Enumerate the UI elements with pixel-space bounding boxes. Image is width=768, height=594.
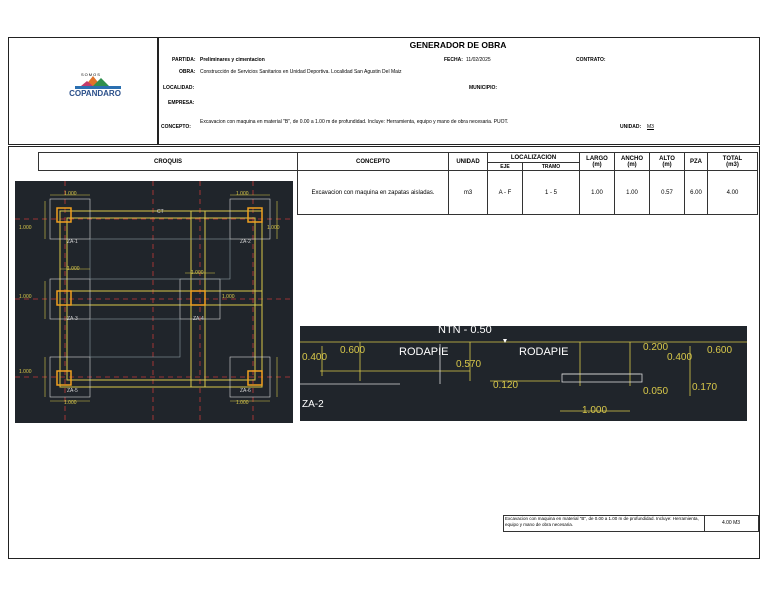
section-dim-1000: 1.000: [582, 405, 608, 416]
section-za2-label: ZA-2: [302, 399, 324, 410]
section-dim-0200: 0.200: [643, 342, 669, 353]
row-tramo: 1 - 5: [523, 171, 580, 215]
plan-dim-3: 1.000: [19, 225, 32, 231]
page-title: GENERADOR DE OBRA: [409, 40, 507, 50]
alto-unit: (m): [662, 161, 672, 168]
plan-dim-2: 1.000: [236, 191, 249, 197]
foundation-plan: [15, 181, 293, 423]
plan-dim-6: 1.000: [191, 270, 204, 276]
summary-divider: [704, 516, 705, 531]
section-rodapie-2: RODAPIE: [519, 346, 569, 358]
plan-dim-5: 1.000: [67, 266, 80, 272]
plan-dim-11: 1.000: [236, 400, 249, 406]
total-unit: (m3): [726, 161, 739, 168]
plan-za5: ZA-5: [67, 388, 78, 394]
logo-name: COPANDARO: [69, 89, 121, 98]
section-dim-0600b: 0.600: [707, 345, 733, 356]
logo: [55, 72, 135, 102]
summary-total: 4.00 M3: [721, 520, 741, 526]
section-dim-0400b: 0.400: [667, 352, 693, 363]
section-lines: [300, 326, 747, 421]
eje-header: EJE: [488, 163, 523, 171]
largo-unit: (m): [592, 161, 602, 168]
plan-za6: ZA-6: [240, 388, 251, 394]
plan-dim-8: 1.000: [222, 294, 235, 300]
total-label: TOTAL: [722, 155, 743, 162]
section-drawing: [300, 326, 747, 421]
plan-za2: ZA-2: [240, 239, 251, 245]
fecha-label: FECHA:: [444, 57, 463, 63]
largo-header: [580, 153, 615, 171]
plan-dim-9: 1.000: [19, 369, 32, 375]
row-unidad: m3: [449, 171, 488, 215]
concepto-value: Excavacion con maquina en material "B", de 0.00 a 1.00 m de profundidad. Incluye: Herramienta, equipo y mano de obra necesaria. PUOT.: [200, 119, 509, 125]
localidad-label: LOCALIDAD:: [163, 85, 195, 91]
plan-dim-7: 1.000: [19, 294, 32, 300]
section-dim-0570: 0.570: [456, 359, 482, 370]
obra-value: Construcción de Servicios Sanitarios en Unidad Deportiva. Localidad San Agustin Del Maiz: [200, 69, 402, 75]
plan-za3: ZA-3: [67, 316, 78, 322]
plan-dim-10: 1.000: [64, 400, 77, 406]
summary-box: [503, 515, 759, 532]
row-total: 4.00: [708, 171, 758, 215]
ancho-unit: (m): [627, 161, 637, 168]
fecha-value: 11/02/2025: [466, 57, 491, 63]
row-eje: A - F: [488, 171, 523, 215]
section-rodapie-1: RODAPIE: [399, 346, 449, 358]
section-ntn: NTN - 0.50: [438, 324, 492, 336]
localizacion-header: LOCALIZACION: [488, 153, 580, 163]
total-header: [708, 153, 758, 171]
foundation-plan-drawing: [15, 181, 293, 423]
alto-label: ALTO: [659, 155, 675, 162]
alto-header: [650, 153, 685, 171]
empresa-label: EMPRESA:: [168, 100, 195, 106]
unidad-header: UNIDAD: [449, 153, 488, 171]
row-largo: 1.00: [580, 171, 615, 215]
unidad-label: UNIDAD:: [620, 124, 642, 130]
pza-header: PZA: [685, 153, 708, 171]
partida-value: Preliminares y cimentacion: [200, 57, 265, 63]
plan-dim-4: 1.000: [267, 225, 280, 231]
plan-za1: ZA-1: [67, 239, 78, 245]
logo-top-text: SOMOS: [81, 72, 101, 77]
row-concepto: Excavacion con maquina en zapatas aisladas.: [298, 171, 449, 215]
plan-za4: ZA-4: [193, 316, 204, 322]
tramo-header: TRAMO: [523, 163, 580, 171]
section-dim-0400a: 0.400: [302, 352, 328, 363]
section-dim-0170: 0.170: [692, 382, 718, 393]
row-alto: 0.57: [650, 171, 685, 215]
concepto-label: CONCEPTO:: [161, 124, 191, 130]
unidad-value: M3: [647, 124, 654, 130]
plan-dim-1: 1.000: [64, 191, 77, 197]
contrato-label: CONTRATO:: [576, 57, 606, 63]
header-divider: [157, 37, 159, 145]
partida-label: PARTIDA:: [172, 57, 196, 63]
croquis-header: CROQUIS: [39, 153, 298, 171]
row-pza: 6.00: [685, 171, 708, 215]
municipio-label: MUNICIPIO:: [469, 85, 498, 91]
largo-label: LARGO: [586, 155, 608, 162]
row-ancho: 1.00: [615, 171, 650, 215]
summary-text: Excavacion con maquina en material "B", de 0.00 a 1.00 m de profundidad. Incluye: Herramienta, equipo y mano de obra necesaria.: [505, 516, 699, 527]
ancho-label: ANCHO: [621, 155, 643, 162]
section-dim-0050: 0.050: [643, 386, 669, 397]
obra-label: OBRA:: [179, 69, 196, 75]
concepto-header: CONCEPTO: [298, 153, 449, 171]
ancho-header: [615, 153, 650, 171]
section-dim-0600a: 0.600: [340, 345, 366, 356]
section-dim-0120: 0.120: [493, 380, 519, 391]
plan-ct: CT: [157, 209, 164, 215]
